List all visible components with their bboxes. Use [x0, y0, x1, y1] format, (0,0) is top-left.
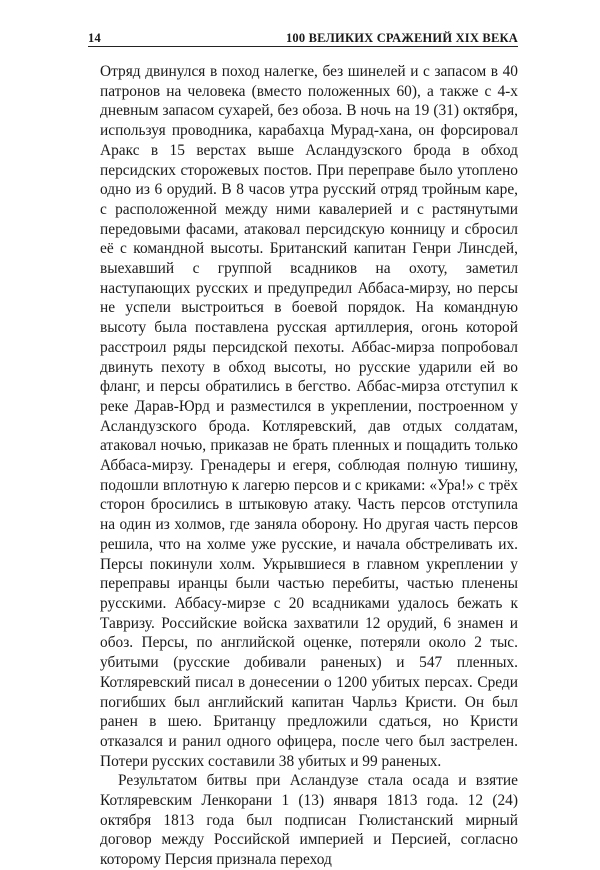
header-rule — [88, 46, 518, 47]
paragraph: Результатом битвы при Асландузе стала осада и взятие Котляревским Ленкорани 1 (13) января 1813 года. 12 (24) октября 1813 года был подписан Гюлистанский мирный договор между Российской империей и Персией, согласно которому Персия признала переход — [100, 772, 518, 869]
page-number: 14 — [88, 31, 101, 45]
body-text — [100, 62, 518, 870]
paragraph: Отряд двинулся в поход налегке, без шинелей и с запасом в 40 патронов на человека (вместо положенных 60), а также с 4-х дневным запасом сухарей, без обоза. В ночь на 19 (31) октября, используя проводника, карабахца Мурад-хана, он форсировал Аракс в 15 верстах выше Асландузского брода в обход персидских сторожевых постов. При переправе было утоплено одно из 6 орудий. В 8 часов утра русский отряд тройным каре, с расположенной между ними кавалерией и с растянутыми передовыми фасами, атаковал персидскую конницу и сбросил её с командной высоты. Британский капитан Генри Линсдей, выехавший с группой всадников на охоту, заметил наступающих русских и предупредил Аббаса-мирзу, но персы не успели выстроиться в боевой порядок. На командную высоту была поставлена русская артиллерия, огонь которой расстроил ряды персидской пехоты. Аббас-мирза попробовал двинуть пехоту в обход высоты, но русские ударили ей во фланг, и персы обратились в бегство. Аббас-мирза отступил к реке Дарав-Юрд и разместился в укреплении, построенном у Асландузского брода. Котляревский, дав отдых солдатам, атаковал ночью, приказав не брать пленных и пощадить только Аббаса-мирзу. Гренадеры и егеря, соблюдая полную тишину, подошли вплотную к лагерю персов и с криками: «Ура!» с трёх сторон бросились в штыковую атаку. Часть персов отступила на один из холмов, где заняла оборону. Но другая часть персов решила, что на холме уже русские, и начала обстреливать их. Персы покинули холм. Укрывшиеся в главном укреплении у переправы иранцы были частью перебиты, частью пленены русскими. Аббасу-мирзе с 20 всадниками удалось бежать к Тавризу. Российские войска захватили 12 орудий, 6 знамен и обоз. Персы, по английской оценке, потеряли около 2 тыс. убитыми (русские добивали раненых) и 547 пленных. Котляревский писал в донесении о 1200 убитых персах. Среди погибших был английский капитан Чарльз Кристи. Он был ранен в шею. Британцу предложили сдаться, но Кристи отказался и ранил одного офицера, после чего был застрелен. Потери русских составили 38 убитых и 99 раненых. — [100, 63, 518, 770]
running-header — [88, 22, 518, 46]
running-title: 100 ВЕЛИКИХ СРАЖЕНИЙ XIX ВЕКА — [285, 31, 518, 45]
